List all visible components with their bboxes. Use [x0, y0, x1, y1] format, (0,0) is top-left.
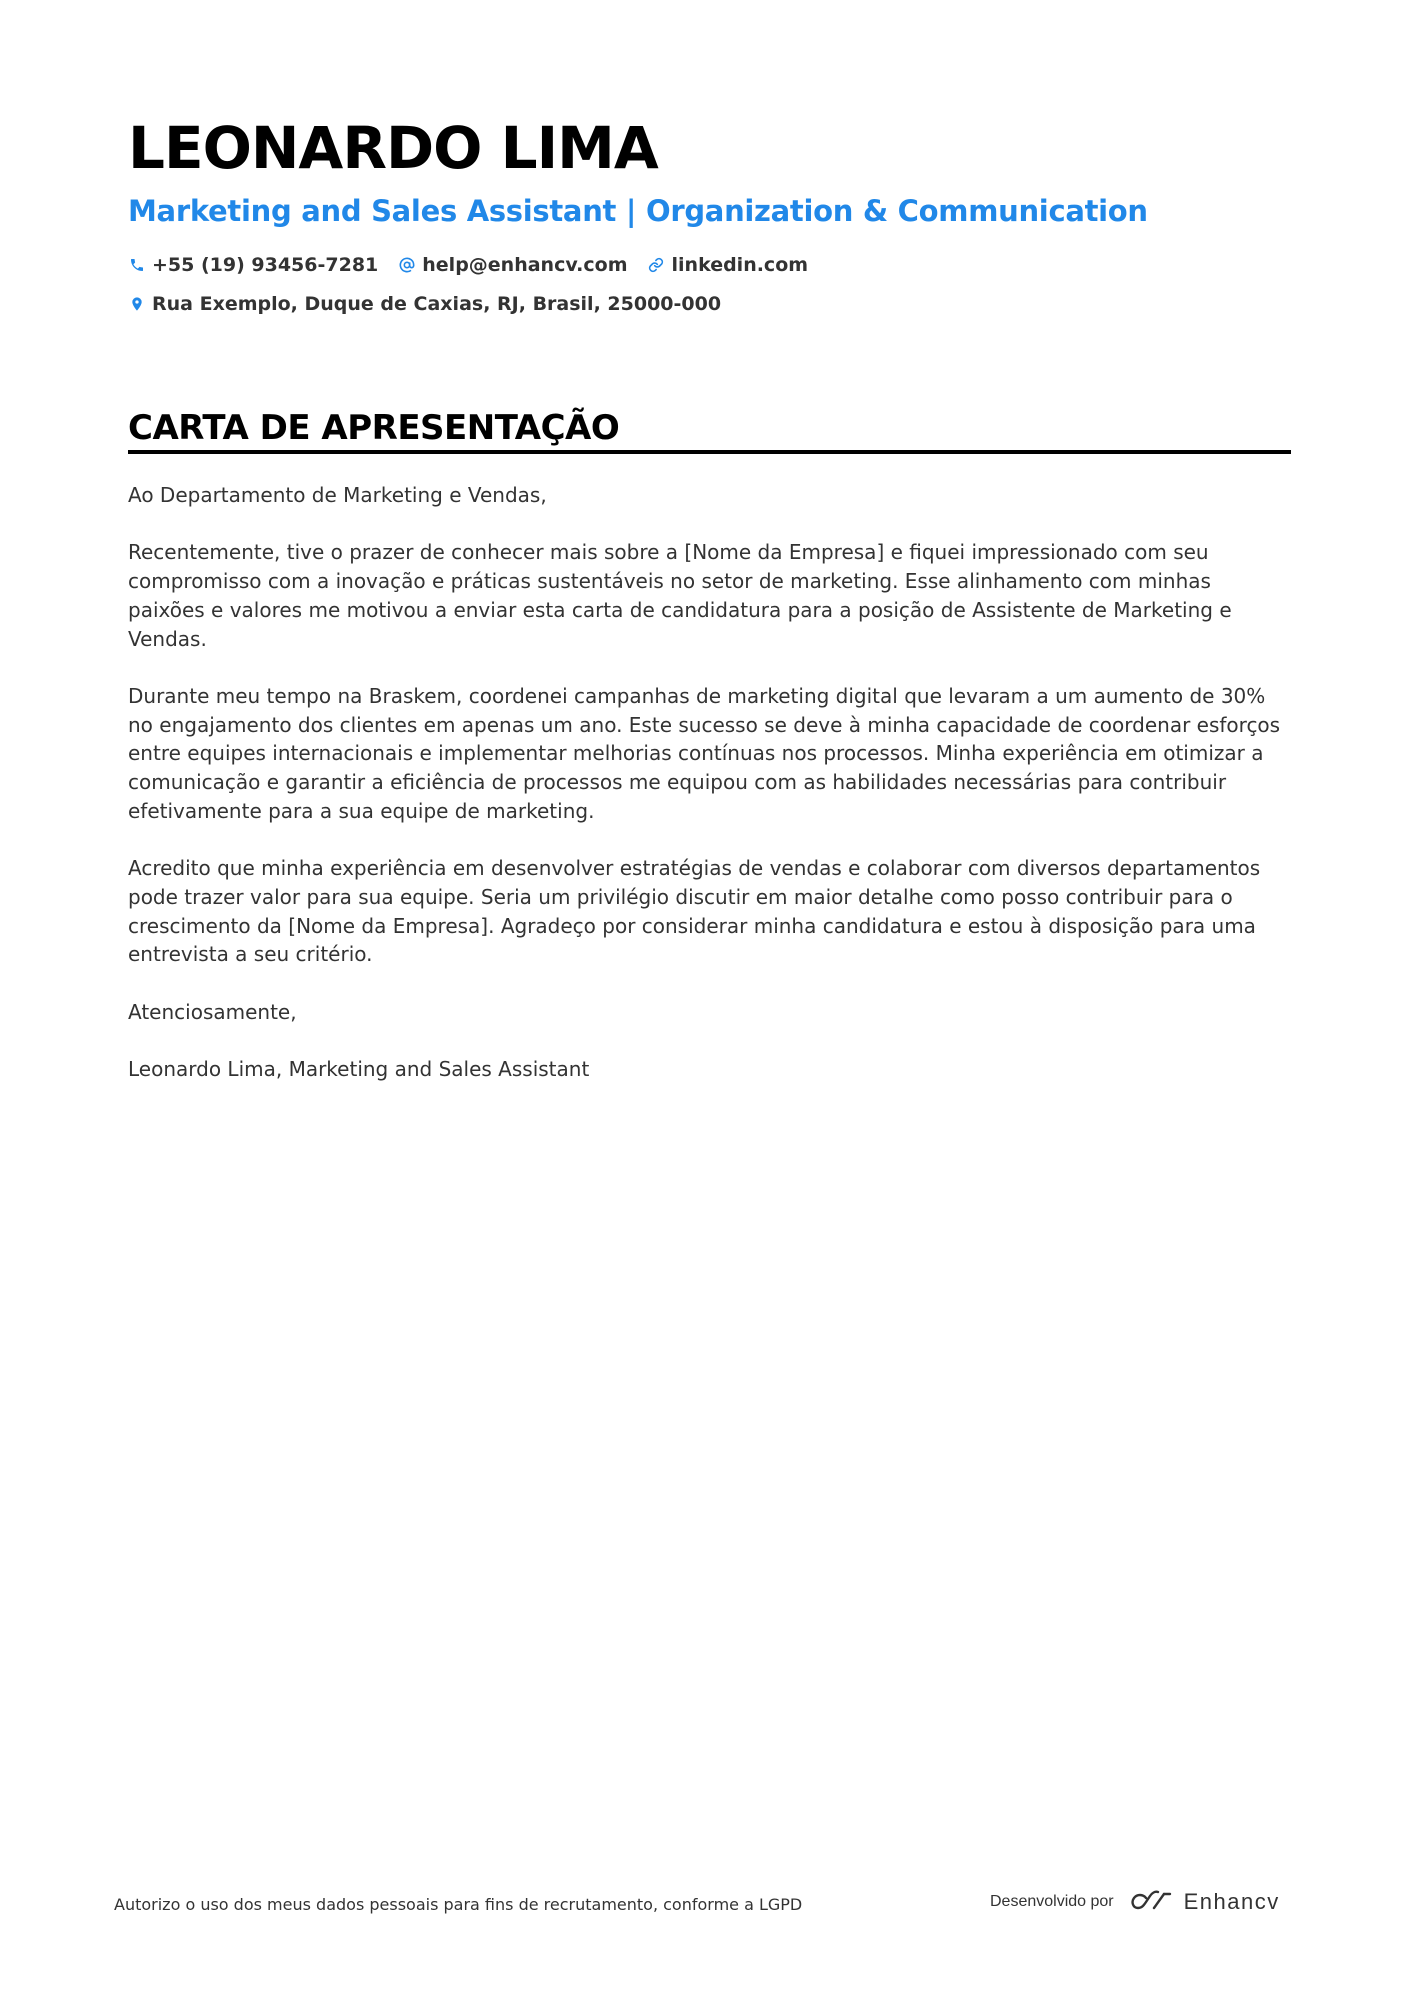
at-icon: [398, 257, 415, 274]
contact-address-text: Rua Exemplo, Duque de Caxias, RJ, Brasil, 25000-000: [152, 293, 722, 315]
contact-email[interactable]: [398, 254, 627, 276]
link-icon: [648, 257, 665, 274]
phone-icon: [128, 257, 145, 274]
candidate-headline: Marketing and Sales Assistant | Organization & Communication: [128, 194, 1148, 228]
powered-by-label: Desenvolvido por: [990, 1893, 1114, 1910]
footer-brand[interactable]: [990, 1889, 1280, 1915]
contact-linkedin[interactable]: [648, 254, 809, 276]
letter-greeting: Ao Departamento de Marketing e Vendas,: [128, 483, 547, 507]
enhancv-logo-icon: [1126, 1889, 1174, 1915]
contact-email-text[interactable]: help@enhancv.com: [422, 254, 628, 276]
brand-name: Enhancv: [1183, 1889, 1280, 1914]
contact-address: [128, 293, 721, 315]
letter-body: [128, 481, 1293, 1112]
section-title: CARTA DE APRESENTAÇÃO: [128, 408, 620, 448]
contact-row-primary: [128, 254, 808, 276]
letter-signature: Leonardo Lima, Marketing and Sales Assistant: [128, 1056, 590, 1081]
letter-paragraph: Acredito que minha experiência em desenvolver estratégias de vendas e colaborar com diversos departamentos pode trazer valor para sua equipe. Seria um privilégio discutir em maior detalhe como posso contribuir para o crescimento da [Nome da Empresa]. Agradeço por considerar minha candidatura e estou à disposição para uma entrevista a seu critério.: [128, 856, 1261, 967]
candidate-name: LEONARDO LIMA: [128, 114, 658, 182]
brand-logo[interactable]: [1126, 1889, 1280, 1915]
contact-row-address: [128, 293, 721, 315]
location-pin-icon: [128, 296, 145, 313]
contact-phone: [128, 254, 378, 276]
contact-phone-text: +55 (19) 93456-7281: [152, 254, 379, 276]
letter-paragraph: Durante meu tempo na Braskem, coordenei campanhas de marketing digital que levaram a um aumento de 30% no engajamento dos clientes em apenas um ano. Este sucesso se deve à minha capacidade de coordenar esforços entre equipes internacionais e implementar melhorias contínuas nos processos. Minha experiência em otimizar a comunicação e garantir a eficiência de processos me equipou com as habilidades necessárias para contribuir efetivamente para a sua equipe de marketing.: [128, 683, 1281, 823]
footer-consent-text: Autorizo o uso dos meus dados pessoais para fins de recrutamento, conforme a LGPD: [114, 1895, 803, 1914]
letter-paragraph: Recentemente, tive o prazer de conhecer mais sobre a [Nome da Empresa] e fiquei impressionado com seu compromisso com a inovação e práticas sustentáveis no setor de marketing. Esse alinhamento com minhas paixões e valores me motivou a enviar esta carta de candidatura para a posição de Assistente de Marketing e Vendas.: [128, 540, 1232, 651]
contact-linkedin-text[interactable]: linkedin.com: [671, 254, 809, 276]
section-divider: [128, 450, 1291, 454]
letter-closing: Atenciosamente,: [128, 999, 297, 1024]
